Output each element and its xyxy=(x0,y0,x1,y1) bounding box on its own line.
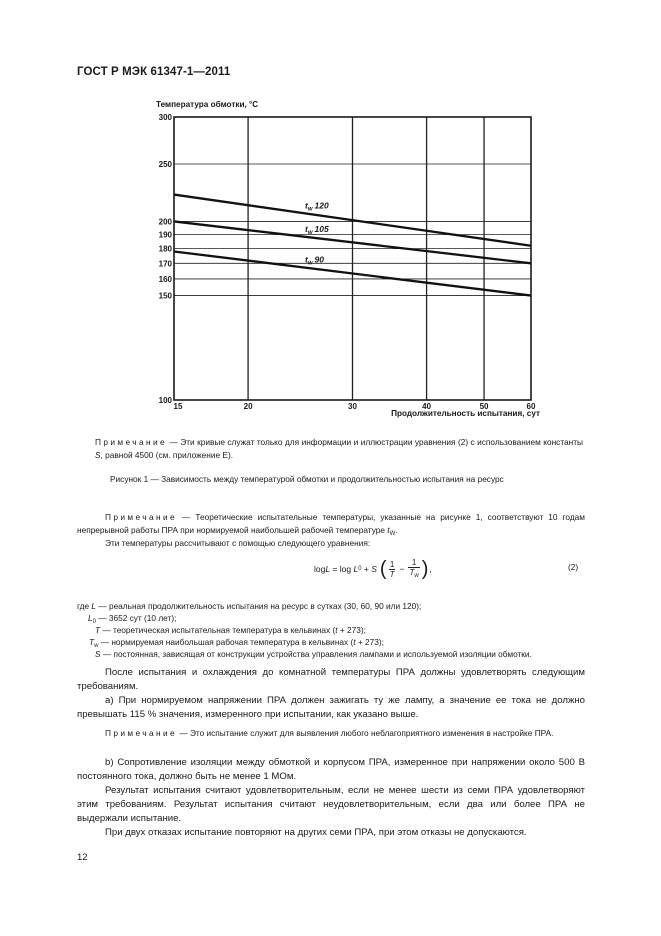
eq-frac-2-den: T xyxy=(409,567,415,577)
eq-log: log xyxy=(314,564,326,574)
where-Tw-var: t xyxy=(353,637,356,647)
document-header: ГОСТ Р МЭК 61347-1—2011 xyxy=(77,66,231,78)
paragraph-item-b: b) Сопротивление изоляции между обмоткой и корпусом ПРА, измеренное при напряжении около 500 В постоянного тока, должно быть не менее 1 МОм. xyxy=(77,757,585,782)
series-label-105: $t_w$ 105 xyxy=(305,223,329,236)
note-1 xyxy=(95,436,583,462)
where-T-desc: — теоретическая испытательная температура в кельвинах ( xyxy=(100,625,336,635)
x-tick-label-30: 30 xyxy=(348,402,357,411)
eq-minus: − xyxy=(399,564,405,574)
note-1-text: — Эти кривые служат только для информации и иллюстрации уравнения (2) с использованием константы xyxy=(167,437,583,447)
note-1-label: Примечание xyxy=(95,437,168,447)
page-number: 12 xyxy=(77,852,88,863)
y-tick-label-150: 150 xyxy=(158,291,172,301)
eq-equals: = log xyxy=(330,564,354,574)
y-tick-label-160: 160 xyxy=(158,274,172,284)
x-tick-label-20: 20 xyxy=(243,402,253,411)
note-2-sub: W xyxy=(389,531,396,537)
eq-right-paren: ) xyxy=(421,557,429,580)
note-3 xyxy=(77,727,585,740)
x-tick-label-50: 50 xyxy=(479,402,489,411)
eq-left-paren: ( xyxy=(379,557,387,580)
where-L0-sub: 0 xyxy=(92,619,96,625)
note-1-var: S xyxy=(95,450,101,460)
paragraph-retest: При двух отказах испытание повторяют на других семи ПРА, при этом отказы не допускаются. xyxy=(105,827,527,838)
y-tick-label-200: 200 xyxy=(158,217,172,227)
paragraph-result: Результат испытания считают удовлетворительным, если не менее шести из семи ПРА удовлетворяют этим требованиям. Результат испытания считают неудовлетворительным, если два или более ПРА не выдержали испытание. xyxy=(77,785,585,824)
equation-intro: Эти температуры рассчитывают с помощью следующего уравнения: xyxy=(105,538,371,548)
where-Tw-end: + 273); xyxy=(355,637,384,647)
eq-plus: + xyxy=(361,564,372,574)
note-2-label: Примечание xyxy=(105,512,178,522)
y-tick-label-250: 250 xyxy=(158,159,172,169)
equation-2 xyxy=(314,554,432,584)
where-S xyxy=(95,648,605,661)
eq-L: L xyxy=(325,564,331,574)
where-T-sym: T xyxy=(95,625,101,635)
note-2-var: t xyxy=(387,525,390,535)
where-S-desc: — постоянная, зависящая от конструкции устройства управления лампами и используемой изоляции обмотки. xyxy=(100,649,532,659)
x-axis-label: Продолжительность испытания, сут xyxy=(391,409,540,418)
eq-frac-2-num: 1 xyxy=(408,558,419,568)
figure-caption: Рисунок 1 — Зависимость между температурой обмотки и продолжительностью испытания на ресурс xyxy=(110,474,504,484)
paragraph-item-a: а) При нормируемом напряжении ПРА должен зажигать ту же лампу, а значение ее тока не должно превышать 115 % значения, измеренного при испытании, как указано выше. xyxy=(77,695,585,720)
y-tick-label-180: 180 xyxy=(158,244,172,254)
where-Tw-desc: — нормируемая наибольшая рабочая температура в кельвинах ( xyxy=(98,637,354,647)
where-T-end: + 273); xyxy=(337,625,366,635)
eq-frac-2-den-sub: w xyxy=(414,572,419,579)
eq-frac-1 xyxy=(389,560,396,579)
note-3-label: Примечание xyxy=(105,728,178,738)
where-L0-sym: L xyxy=(88,613,93,623)
where-S-sym: S xyxy=(95,649,101,659)
where-L-desc: — реальная продолжительность испытания на ресурс в сутках (30, 60, 90 или 120); xyxy=(96,601,422,611)
y-tick-label-100: 100 xyxy=(158,396,172,405)
equation-number: (2) xyxy=(568,562,579,572)
note-2-text: — Теоретические испытательные температуры, указанные на рисунке 1, соответствуют 10 годам непрерывной работы ПРА при нормируемой наибольшей рабочей температуре xyxy=(77,512,585,535)
x-tick-label-60: 60 xyxy=(526,402,536,411)
where-Tw-sub: w xyxy=(94,643,99,649)
y-axis-label: Температура обмотки, °С xyxy=(156,100,259,109)
paragraph-after-test: После испытания и охлаждения до комнатной температуры ПРА должны удовлетворять следующим требованиям. xyxy=(77,667,585,692)
eq-frac-1-den: T xyxy=(389,569,395,579)
series-label-90: $t_w$ 90 xyxy=(305,254,324,267)
note-1-text2: , равной 4500 (см. приложение Е). xyxy=(100,450,234,460)
eq-L0-sub: 0 xyxy=(358,566,362,572)
eq-comma: , xyxy=(429,564,432,574)
y-tick-label-170: 170 xyxy=(158,259,172,269)
eq-frac-1-num: 1 xyxy=(389,559,395,569)
x-tick-label-15: 15 xyxy=(173,402,183,411)
where-Tw-sym: T xyxy=(89,637,95,647)
y-tick-label-190: 190 xyxy=(158,230,172,240)
y-tick-label-300: 300 xyxy=(158,113,172,122)
series-label-120: $t_w$ 120 xyxy=(305,200,329,213)
where-L-sym: L xyxy=(91,601,97,611)
eq-frac-2 xyxy=(408,558,419,581)
chart-figure xyxy=(0,0,661,430)
where-T-var: t xyxy=(335,625,338,635)
eq-S: S xyxy=(371,564,377,574)
where-L0-desc: — 3652 сут (10 лет); xyxy=(95,613,177,623)
x-tick-label-40: 40 xyxy=(422,402,432,411)
eq-L0: L xyxy=(353,564,359,574)
where-prefix: где xyxy=(77,601,92,611)
note-3-text: — Это испытание служит для выявления любого неблагоприятного изменения в настройке ПРА. xyxy=(177,728,554,738)
note-2-end: . xyxy=(395,525,398,535)
